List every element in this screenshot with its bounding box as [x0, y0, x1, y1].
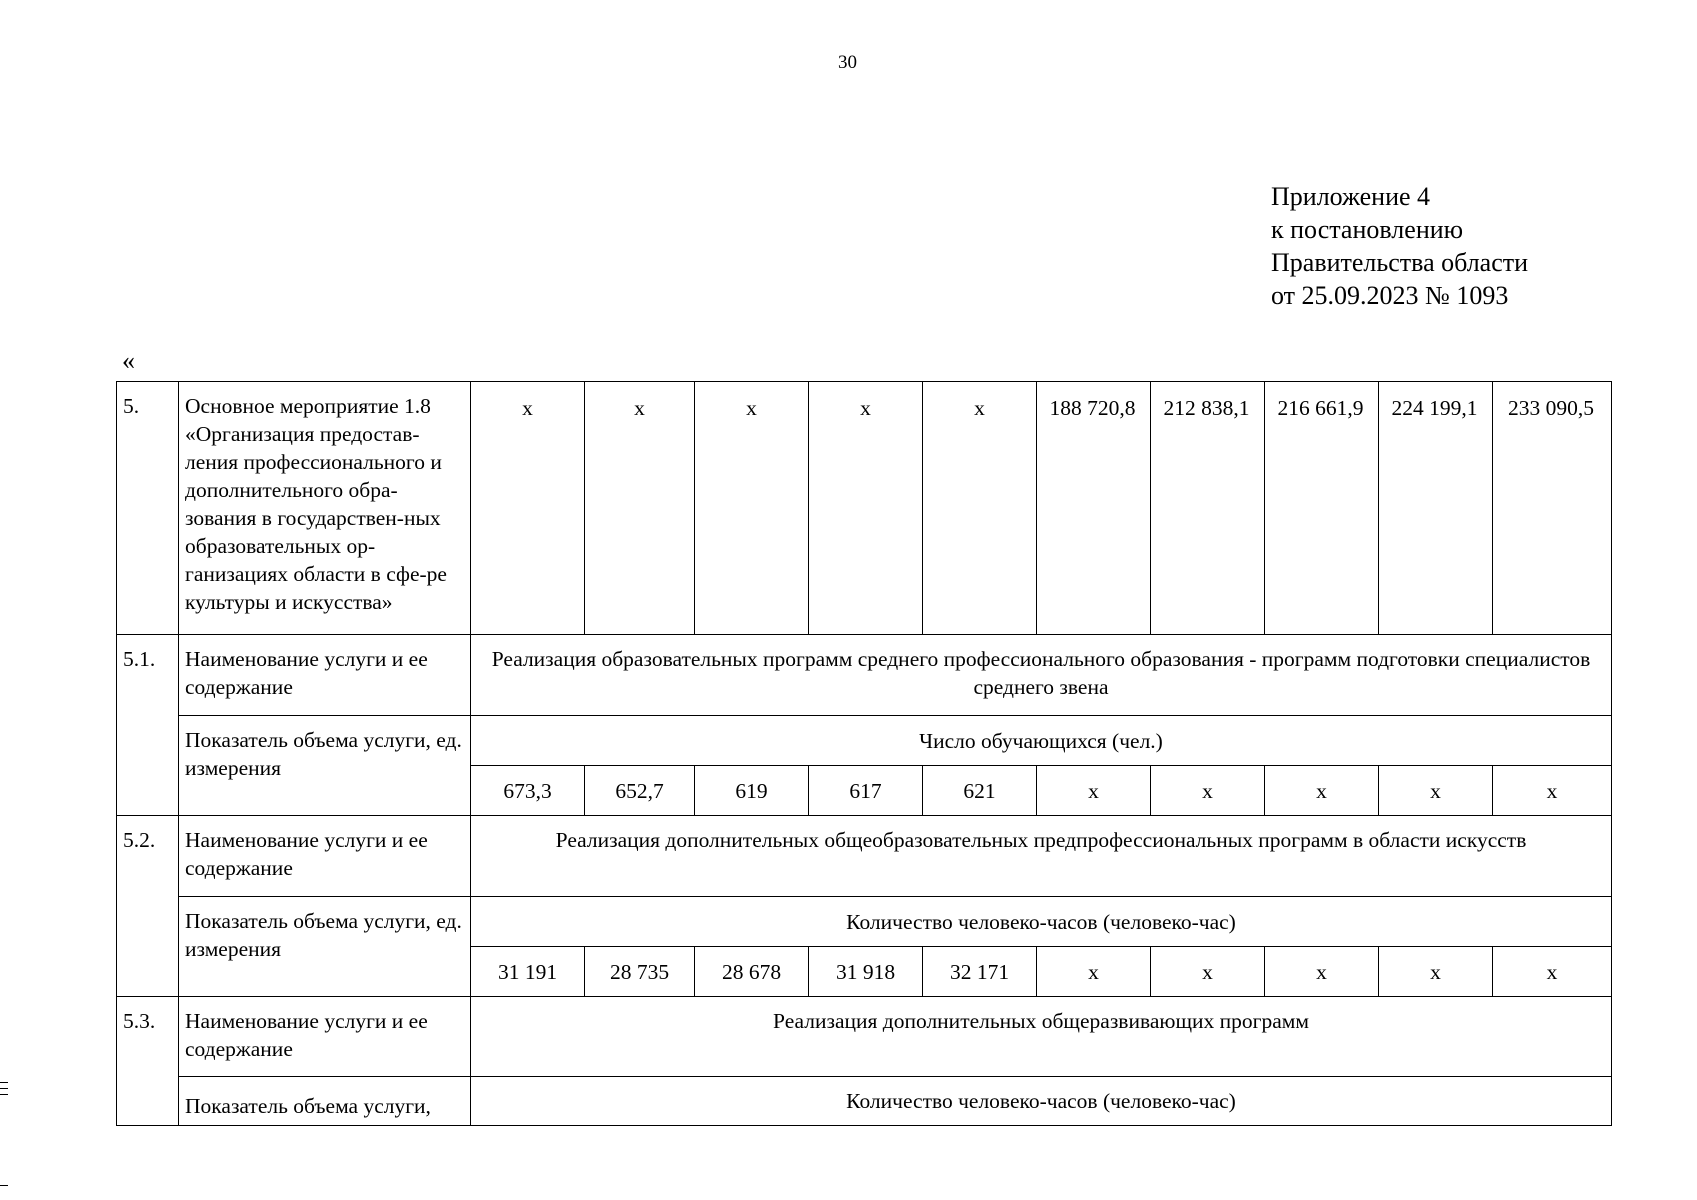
appendix-line-4: от 25.09.2023 № 1093: [1271, 281, 1509, 310]
value-cell: 31 191: [471, 947, 585, 997]
program-table: [116, 381, 1612, 1126]
service-description: Реализация дополнительных общеобразовательных предпрофессиональных программ в области искусств: [471, 816, 1612, 897]
row-number-5: 5.: [117, 382, 179, 635]
row-number-5-1: 5.1.: [117, 635, 179, 816]
page-number: 30: [838, 52, 857, 73]
indicator-label: Показатель объема услуги, ед. измерения: [179, 716, 471, 816]
indicator-unit: Число обучающихся (чел.): [471, 716, 1612, 766]
value-cell: 652,7: [585, 766, 695, 816]
value-cell: 224 199,1: [1379, 382, 1493, 635]
indicator-label: Показатель объема услуги, ед. измерения: [179, 897, 471, 997]
value-cell: x: [1379, 947, 1493, 997]
appendix-line-1: Приложение 4: [1271, 182, 1431, 211]
service-label: Наименование услуги и ее содержание: [179, 816, 471, 897]
value-cell: 233 090,5: [1493, 382, 1612, 635]
value-cell: 619: [695, 766, 809, 816]
indicator-label: Показатель объема услуги,: [179, 1077, 471, 1126]
table-row-5: [117, 382, 1612, 635]
margin-mark: [0, 1088, 8, 1089]
value-cell: x: [1265, 766, 1379, 816]
service-description: Реализация образовательных программ среднего профессионального образования - программ подготовки специалистов среднего звена: [471, 635, 1612, 716]
appendix-header: [1271, 180, 1528, 312]
value-cell: x: [1151, 947, 1265, 997]
value-cell: x: [1037, 947, 1151, 997]
value-cell: x: [1493, 947, 1612, 997]
indicator-unit: Количество человеко-часов (человеко-час): [471, 897, 1612, 947]
value-cell: 188 720,8: [1037, 382, 1151, 635]
value-cell: 216 661,9: [1265, 382, 1379, 635]
service-label: Наименование услуги и ее содержание: [179, 997, 471, 1077]
value-cell: 673,3: [471, 766, 585, 816]
row-number-5-3: 5.3.: [117, 997, 179, 1126]
value-cell: 621: [923, 766, 1037, 816]
value-cell: x: [471, 382, 585, 635]
indicator-unit: Количество человеко-часов (человеко-час): [471, 1077, 1612, 1126]
activity-name: Основное мероприятие 1.8 «Организация предостав-ления профессионального и дополнительного обра-зования в государствен-ных образовательных ор-ганизациях области в сфе-ре культуры и искусства»: [179, 382, 471, 635]
service-description: Реализация дополнительных общеразвивающих программ: [471, 997, 1612, 1077]
table-row-5-1-indicator: [117, 716, 1612, 766]
value-cell: 32 171: [923, 947, 1037, 997]
value-cell: x: [1493, 766, 1612, 816]
row-number-5-2: 5.2.: [117, 816, 179, 997]
table-row-5-2-indicator: [117, 897, 1612, 947]
appendix-line-3: Правительства области: [1271, 248, 1529, 277]
value-cell: 617: [809, 766, 923, 816]
table-row-5-2-service: [117, 816, 1612, 897]
value-cell: 31 918: [809, 947, 923, 997]
value-cell: 212 838,1: [1151, 382, 1265, 635]
value-cell: x: [695, 382, 809, 635]
table-row-5-3-indicator: [117, 1077, 1612, 1126]
value-cell: x: [1265, 947, 1379, 997]
value-cell: x: [1151, 766, 1265, 816]
appendix-line-2: к постановлению: [1271, 215, 1464, 244]
margin-mark: [0, 1094, 8, 1095]
value-cell: x: [923, 382, 1037, 635]
value-cell: x: [585, 382, 695, 635]
value-cell: x: [809, 382, 923, 635]
margin-mark: [0, 1185, 8, 1186]
margin-mark: [0, 1082, 8, 1083]
value-cell: 28 678: [695, 947, 809, 997]
value-cell: 28 735: [585, 947, 695, 997]
table-row-5-1-service: [117, 635, 1612, 716]
service-label: Наименование услуги и ее содержание: [179, 635, 471, 716]
table-row-5-3-service: [117, 997, 1612, 1077]
value-cell: x: [1379, 766, 1493, 816]
value-cell: x: [1037, 766, 1151, 816]
opening-quote: «: [122, 346, 135, 375]
